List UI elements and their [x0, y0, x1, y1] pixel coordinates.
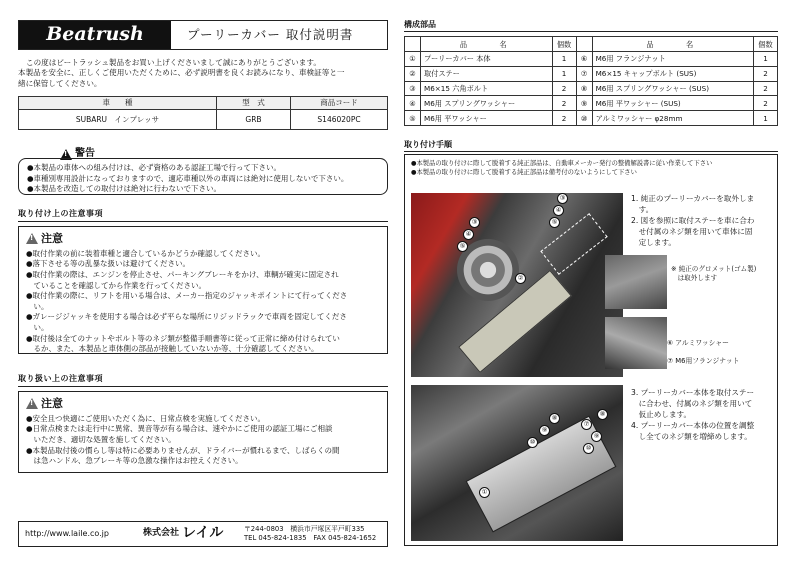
- caution-item: ●日常点検または走行中に異常、異音等が有る場合は、速やかにご使用の認証工場にご相談: [26, 424, 333, 434]
- part-qty: 1: [552, 66, 576, 81]
- caution-item: ●安全且つ快適にご使用いただく為に、日常点検を実施してください。: [26, 413, 266, 423]
- intro-line: この度はビートラッシュ製品をお買い上げくださいまして誠にありがとうございます。: [26, 58, 321, 67]
- caution-item: い。: [26, 323, 49, 333]
- part-number: ④: [405, 96, 421, 111]
- grommet-note: [671, 265, 775, 283]
- label-flange-nut: ⑦ M6用フランジナット: [667, 357, 740, 365]
- part-number: ⑤: [405, 111, 421, 126]
- cell-vehicle: SUBARU インプレッサ: [19, 110, 217, 130]
- part-name: M6用 フランジナット: [592, 52, 753, 67]
- step-line: 3. プーリーカバー本体を取付ステー: [631, 388, 755, 397]
- part-name: M6用 スプリングワッシャー: [421, 96, 553, 111]
- part-qty: 1: [754, 52, 778, 67]
- col-no: [405, 37, 421, 52]
- col-no: [576, 37, 592, 52]
- detail-photo-grommet: [605, 255, 667, 309]
- company-prefix: 株式会社: [143, 528, 180, 539]
- part-qty: 2: [754, 81, 778, 96]
- steps-1-2: [631, 193, 775, 248]
- intro-line: 緒に保管してください。: [18, 78, 102, 88]
- callout-8: ⑧: [597, 409, 608, 420]
- part-qty: 2: [552, 96, 576, 111]
- vehicle-table: [18, 96, 388, 130]
- caution-item: いただき、適切な処置を施してください。: [26, 434, 176, 444]
- intro-text: [18, 58, 388, 89]
- caution-item: ●落下させる等の乱暴な扱いは避けてください。: [26, 259, 191, 269]
- caution-icon: [26, 233, 38, 244]
- callout-10: ⑩: [527, 437, 538, 448]
- parts-heading: 構成部品: [404, 20, 436, 29]
- company-address: 〒244-0803 横浜市戸塚区平戸町335: [244, 525, 365, 534]
- mount-caution-box: [18, 226, 388, 354]
- brand-logo: Beatrush: [19, 21, 171, 49]
- caution-item: ●取付後は全てのナットやボルト等のネジ類が整備手順書等に従って正常に締め付けられてい: [26, 333, 340, 343]
- part-name: プーリーカバー 本体: [421, 52, 553, 67]
- part-number: ⑩: [576, 111, 592, 126]
- caution-item: ●本製品取付後の慣らし等は特に必要ありませんが、ドライバーが慣れるまで、しばらくの間: [26, 445, 340, 455]
- table-row: [405, 52, 778, 67]
- caution-title: [26, 231, 380, 247]
- caution-item: ●取付作業の際は、エンジンを停止させ、パーキングブレーキをかけ、車輌が確実に固定され: [26, 269, 339, 279]
- cell-model: GRB: [217, 110, 291, 130]
- install-heading: 取り付け手順: [404, 140, 452, 149]
- install-note: ●本製品の取り付けに際して脱着する純正部品は備考付のないようにして下さい: [411, 169, 637, 177]
- part-name: M6×15 六角ボルト: [421, 81, 553, 96]
- grommet-line: ※ 純正のグロメット(ゴム製): [671, 265, 757, 273]
- col-name: 品 名: [592, 37, 753, 52]
- caution-item: るか、また、本製品と車体側の部品が接触していないか等、十分確認してください。: [26, 344, 319, 354]
- mount-caution-heading: 取り付け上の注意事項: [18, 209, 103, 218]
- callout-8: ⑧: [549, 413, 560, 424]
- caution-item: い。: [26, 301, 49, 311]
- callout-10: ⑩: [583, 443, 594, 454]
- footer: [18, 521, 388, 547]
- step-line: に合わせ、付属のネジ類を用いて: [631, 399, 753, 408]
- engine-photo-bottom: [411, 385, 623, 541]
- install-note: ●本製品の取り付けに際して脱着する純正部品は、自動車メーカー発行の整備解説書に従い作業して下さい: [411, 160, 713, 167]
- grommet-line: は取外します: [671, 274, 718, 283]
- callout-9: ⑨: [539, 425, 550, 436]
- caution-title-text: 注意: [41, 232, 63, 245]
- steps-3-4: [631, 387, 775, 442]
- col-qty: 個数: [552, 37, 576, 52]
- divider: [18, 221, 388, 222]
- table-row: [405, 66, 778, 81]
- company-name: レイル: [182, 525, 224, 542]
- step-line: 2. 図を参照に取付ステーを車に合わ: [631, 216, 755, 225]
- table-row: [405, 111, 778, 126]
- handling-caution-box: [18, 391, 388, 473]
- table-row: [405, 81, 778, 96]
- step-line: す。: [631, 205, 654, 214]
- install-notes: [411, 159, 775, 177]
- company-phone: TEL 045-824-1835 FAX 045-824-1652: [244, 534, 377, 542]
- parts-table: [404, 36, 778, 126]
- callout-7: ⑦: [581, 419, 592, 430]
- caution-icon: [26, 398, 38, 409]
- caution-title-text: 注意: [41, 397, 63, 410]
- mount-caution-section: [18, 209, 388, 354]
- col-name: 品 名: [421, 37, 553, 52]
- part-number: ⑦: [576, 66, 592, 81]
- step-line: し全てのネジ類を増締めします。: [631, 432, 752, 441]
- step-line: 4. プーリーカバー本体の位置を調整: [631, 421, 755, 430]
- part-name: アルミワッシャー φ28mm: [592, 111, 753, 126]
- warning-item: ●本製品を改造しての取付けは絶対に行わないで下さい。: [27, 184, 222, 193]
- table-row: [405, 96, 778, 111]
- part-number: ②: [405, 66, 421, 81]
- caution-item: ていることを確認してから作業を行ってください。: [26, 280, 206, 290]
- document-title: プーリーカバー 取付説明書: [187, 27, 354, 43]
- part-number: ③: [405, 81, 421, 96]
- callout-1: ①: [479, 487, 490, 498]
- step-line: せ付属のネジ類を用いて車体に固: [631, 227, 753, 236]
- divider: [404, 151, 778, 152]
- company-contact: [244, 525, 376, 543]
- part-qty: 2: [552, 81, 576, 96]
- warning-box: [18, 158, 388, 195]
- intro-line: 本製品を安全に、正しくご使用いただくために、必ず説明書を良くお読みになり、車検証等と一: [18, 68, 345, 78]
- caution-item: ●取付作業の際に、リフトを用いる場合は、メーカー指定のジャッキポイントにて行ってくださ: [26, 291, 348, 301]
- engine-photo-top: [411, 193, 623, 377]
- caution-item: は急ハンドル、急ブレーキ等の急激な操作はお控えください。: [26, 456, 243, 466]
- callout-5: ⑤: [549, 217, 560, 228]
- part-name: M6用 平ワッシャー: [421, 111, 553, 126]
- part-qty: 2: [552, 111, 576, 126]
- part-name: 取付ステー: [421, 66, 553, 81]
- website-link[interactable]: http://www.laile.co.jp: [25, 529, 109, 538]
- label-aluminum-washer: ⑥ アルミワッシャー: [667, 339, 729, 347]
- callout-4: ④: [553, 205, 564, 216]
- document-header: [18, 20, 388, 50]
- part-number: ①: [405, 52, 421, 67]
- part-qty: 1: [754, 111, 778, 126]
- callout-3: ③: [469, 217, 480, 228]
- col-qty: 個数: [754, 37, 778, 52]
- part-name: M6用 スプリングワッシャー (SUS): [592, 81, 753, 96]
- part-name: M6×15 キャップボルト (SUS): [592, 66, 753, 81]
- col-vehicle: 車 種: [19, 97, 217, 110]
- divider: [404, 31, 778, 32]
- detail-photo-washer: [605, 317, 667, 369]
- step-line: 1. 純正のプーリーカバーを取外しま: [631, 194, 755, 203]
- step-line: 仮止めします。: [631, 410, 692, 419]
- part-qty: 2: [754, 66, 778, 81]
- callout-2: ②: [515, 273, 526, 284]
- handling-caution-section: [18, 374, 388, 473]
- cell-code: S146020PC: [291, 110, 388, 130]
- callout-3: ③: [557, 193, 568, 204]
- part-qty: 2: [754, 96, 778, 111]
- callout-5: ⑤: [457, 241, 468, 252]
- part-number: ⑨: [576, 96, 592, 111]
- col-code: 商品コード: [291, 97, 388, 110]
- handling-caution-heading: 取り扱い上の注意事項: [18, 374, 103, 383]
- caution-title: [26, 396, 380, 412]
- step-line: 定します。: [631, 238, 676, 247]
- warning-item: ●車種別専用設計になっておりますので、適応車種以外の車両には絶対に使用しないで下さい。: [27, 173, 349, 183]
- callout-4: ④: [463, 229, 474, 240]
- callout-9: ⑨: [591, 431, 602, 442]
- caution-item: ●取付作業の前に装着車種と適合しているかどうか確認してください。: [26, 248, 266, 258]
- caution-item: ●ガレージジャッキを使用する場合は必ず平らな場所にリジッドラックで車両を固定してくださ: [26, 312, 347, 322]
- warning-item: ●本製品の車体への組み付けは、必ず資格のある認証工場で行って下さい。: [27, 163, 282, 172]
- install-box: [404, 154, 778, 546]
- part-qty: 1: [552, 52, 576, 67]
- part-name: M6用 平ワッシャー (SUS): [592, 96, 753, 111]
- part-number: ⑥: [576, 52, 592, 67]
- warning-title: 警告: [75, 148, 95, 159]
- divider: [18, 386, 388, 387]
- col-model: 型 式: [217, 97, 291, 110]
- part-number: ⑧: [576, 81, 592, 96]
